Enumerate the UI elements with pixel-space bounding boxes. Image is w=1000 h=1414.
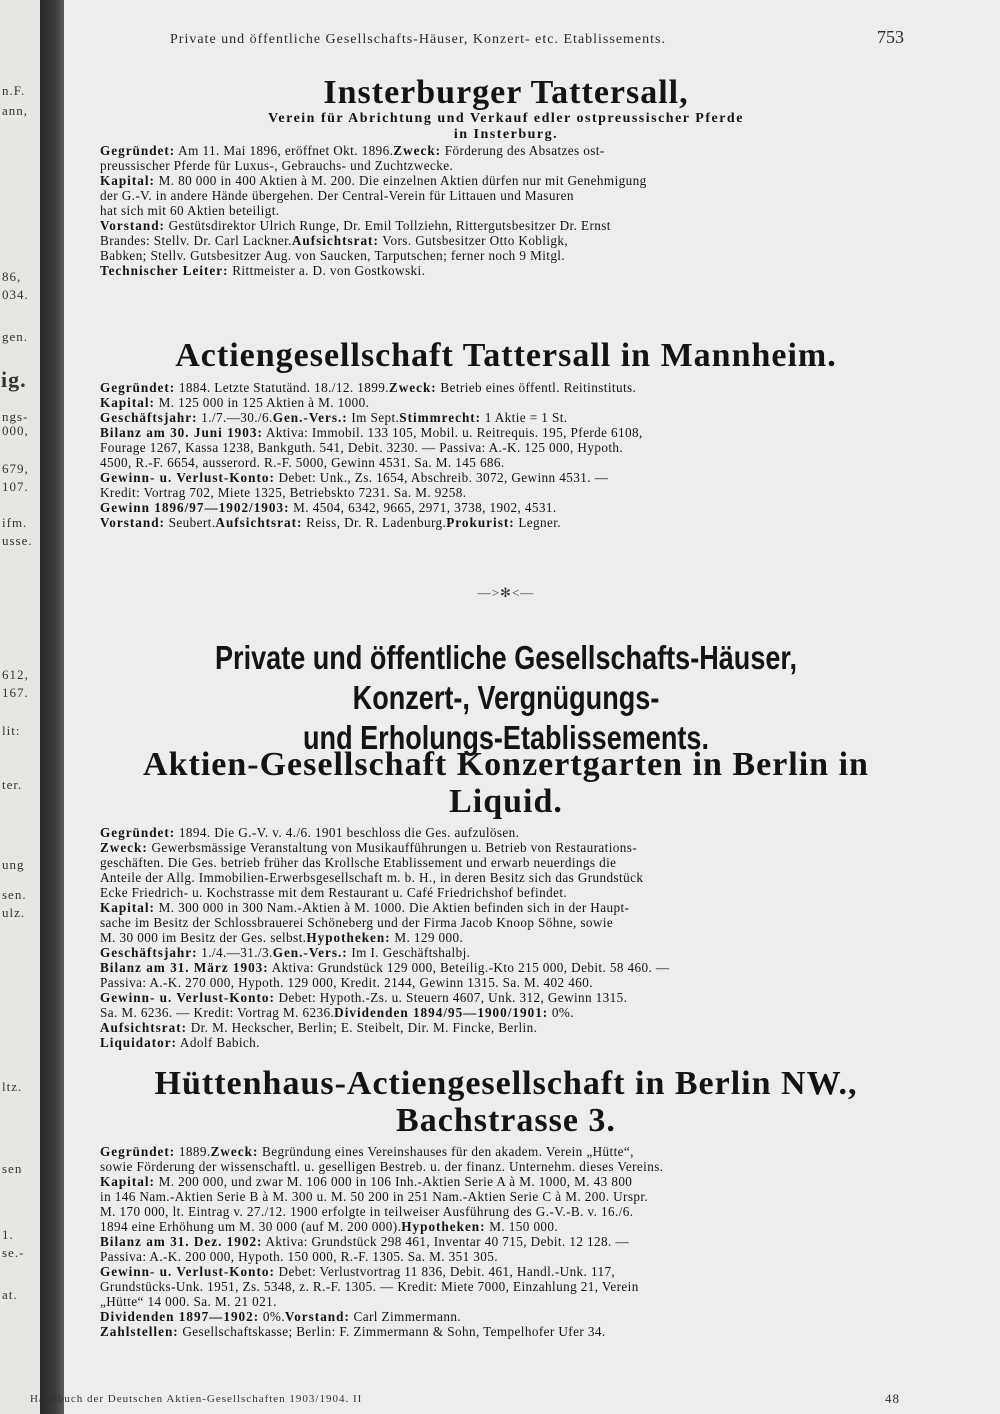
margin-fragment: sen	[2, 1161, 23, 1176]
margin-fragment: 1.	[2, 1227, 14, 1242]
entry-line	[100, 1294, 912, 1309]
field-value: Carl Zimmermann.	[349, 1308, 462, 1324]
entry-line	[100, 1249, 912, 1264]
entry-line	[100, 515, 912, 530]
margin-fragment: ung	[2, 857, 25, 872]
entry-line	[100, 1264, 912, 1279]
field-value: Ecke Friedrich- u. Kochstrasse mit dem Restaurant u. Café Friedrichshof befindet.	[100, 884, 568, 900]
entry-line	[100, 440, 912, 455]
field-label: Aufsichtsrat:	[100, 1019, 187, 1035]
field-value: M. 129 000.	[390, 929, 464, 945]
field-label: Bilanz am 30. Juni 1903:	[100, 425, 263, 441]
field-value: 1884. Letzte Statutänd. 18./12. 1899.	[175, 380, 389, 396]
field-label: Gegründet:	[100, 143, 176, 159]
field-value: Reiss, Dr. R. Ladenburg.	[302, 515, 447, 531]
entry-line	[100, 870, 912, 885]
field-label: Dividenden 1897—1902:	[100, 1308, 260, 1324]
entry-line	[100, 1219, 912, 1234]
field-label: Zweck:	[393, 143, 442, 159]
entry-line	[100, 455, 912, 470]
margin-fragment: sen.	[2, 887, 27, 902]
field-value: Legner.	[514, 515, 562, 531]
chapter-title-line: und Erholungs-Etablissements.	[303, 719, 709, 756]
entry-line	[100, 885, 912, 900]
entry-line	[100, 188, 912, 203]
field-label: Gewinn- u. Verlust-Konto:	[100, 470, 275, 486]
margin-fragment: ulz.	[2, 905, 26, 920]
entry-body	[100, 825, 912, 1050]
field-value: 0%.	[259, 1308, 285, 1324]
entry-line	[100, 915, 912, 930]
field-label: Kapital:	[100, 395, 155, 411]
entry-line	[100, 1144, 912, 1159]
field-label: Aufsichtsrat:	[291, 233, 379, 249]
field-value: 1894. Die G.-V. v. 4./6. 1901 beschloss die Ges. aufzulösen.	[175, 824, 520, 840]
margin-fragment: se.-	[2, 1245, 25, 1260]
entry-line	[100, 470, 912, 485]
entry-line	[100, 1174, 912, 1189]
entry-line	[100, 840, 912, 855]
entry-line	[100, 945, 912, 960]
entry-line	[100, 263, 912, 278]
field-value: 0%.	[548, 1004, 574, 1020]
field-value: preussischer Pferde für Luxus-, Gebrauchs- und Zuchtzwecke.	[100, 158, 454, 174]
field-value: Aktiva: Grundstück 129 000, Beteilig.-Kto 215 000, Debit. 58 460. —	[268, 959, 670, 975]
entry-line	[100, 1189, 912, 1204]
field-value: Aktiva: Grundstück 298 461, Inventar 40 715, Debit. 12 128. —	[262, 1233, 629, 1249]
field-value: Aktiva: Immobil. 133 105, Mobil. u. Reitrequis. 195, Pferde 6108,	[262, 425, 643, 441]
field-label: Hypotheken:	[401, 1218, 486, 1234]
field-value: geschäften. Die Ges. betrieb früher das Krollsche Etablissement und erwarb neuerdings die	[100, 854, 617, 870]
field-label: Gewinn 1896/97—1902/1903:	[100, 500, 290, 516]
field-value: sowie Förderung der wissenschaftl. u. geselligen Bestreb. u. der finanz. Unternehm. dieses Vereins.	[100, 1158, 664, 1174]
field-value: der G.-V. in andere Hände übergehen. Der Central-Verein für Littauen und Masuren	[100, 188, 574, 204]
field-value: sache im Besitz der Schlossbrauerei Schöneberg und der Firma Jacob Knoop Söhne, sowie	[100, 914, 614, 930]
field-label: Gen.-Vers.:	[272, 944, 348, 960]
entry-line	[100, 425, 912, 440]
entry-line	[100, 855, 912, 870]
entry-body	[100, 1144, 912, 1339]
page-content	[100, 0, 912, 1414]
margin-fragment: 679,	[2, 461, 29, 476]
entry-line	[100, 395, 912, 410]
company-subtitle: Verein für Abrichtung und Verkauf edler ostpreussischer Pferde	[268, 111, 744, 127]
field-value: Dr. M. Heckscher, Berlin; E. Steibelt, Dir. M. Fincke, Berlin.	[187, 1019, 538, 1035]
margin-fragment: lit:	[2, 723, 21, 738]
entry-line	[100, 1324, 912, 1339]
field-value: Betrieb eines öffentl. Reitinstituts.	[436, 380, 637, 396]
entry-line	[100, 248, 912, 263]
field-value: 4500, R.-F. 6654, ausserord. R.-F. 5000, Gewinn 4531. Sa. M. 145 686.	[100, 455, 505, 471]
field-value: 1894 eine Erhöhung um M. 30 000 (auf M. 200 000).	[100, 1218, 402, 1234]
margin-fragment: gen.	[2, 329, 29, 344]
running-header	[170, 27, 912, 48]
field-value: Brandes: Stellv. Dr. Carl Lackner.	[100, 233, 292, 249]
company-title: Actiengesellschaft Tattersall in Mannheim.	[175, 337, 837, 374]
field-label: Prokurist:	[446, 515, 515, 531]
field-value: Fourage 1267, Kassa 1238, Bankguth. 541, Debit. 3230. — Passiva: A.-K. 125 000, Hypoth.	[100, 440, 624, 456]
field-label: Kapital:	[100, 1173, 155, 1189]
entry-line	[100, 158, 912, 173]
field-value: Vors. Gutsbesitzer Otto Kobligk,	[378, 233, 569, 249]
entry-line	[100, 233, 912, 248]
field-value: M. 125 000 in 125 Aktien à M. 1000.	[154, 395, 370, 411]
margin-fragment: at.	[2, 1287, 18, 1302]
page-number: 753	[877, 27, 904, 47]
margin-fragment: 167.	[2, 685, 29, 700]
company-subtitle: in Insterburg.	[453, 127, 559, 143]
entry-line	[100, 1204, 912, 1219]
entry-line	[100, 485, 912, 500]
field-value: Babken; Stellv. Gutsbesitzer Aug. von Saucken, Tarputschen; ferner noch 9 Mitgl.	[100, 248, 566, 264]
field-label: Bilanz am 31. März 1903:	[100, 959, 269, 975]
running-title: Private und öffentliche Gesellschafts-Häuser, Konzert- etc. Etablissements.	[170, 32, 666, 47]
chapter-title-line: Private und öffentliche Gesellschafts-Häuser, Konzert-, Vergnügungs-	[215, 639, 797, 716]
field-label: Gegründet:	[100, 1143, 176, 1159]
footer-text: Handbuch der Deutschen Aktien-Gesellschaften 1903/1904. II	[30, 1393, 363, 1405]
entry-line	[100, 218, 912, 233]
field-value: hat sich mit 60 Aktien beteiligt.	[100, 203, 280, 219]
margin-fragment: 612,	[2, 667, 29, 682]
field-value: M. 150 000.	[485, 1218, 559, 1234]
margin-fragment: 107.	[2, 479, 29, 494]
margin-fragment: n.F.	[2, 83, 26, 98]
field-label: Vorstand:	[100, 218, 165, 234]
field-value: Passiva: A.-K. 200 000, Hypoth. 150 000, R.-F. 1305. Sa. M. 351 305.	[100, 1248, 498, 1264]
field-value: Anteile der Allg. Immobilien-Erwerbsgesellschaft m. b. H., in deren Besitz sich das Grundstück	[100, 869, 644, 885]
entry-line	[100, 203, 912, 218]
entry-line	[100, 960, 912, 975]
entry-body	[100, 143, 912, 278]
field-label: Stimmrecht:	[399, 410, 482, 426]
field-value: „Hütte“ 14 000. Sa. M. 21 021.	[100, 1293, 277, 1309]
field-value: Adolf Babich.	[176, 1034, 260, 1050]
field-value: Rittmeister a. D. von Gostkowski.	[228, 263, 426, 279]
entry-line	[100, 410, 912, 425]
margin-fragment: usse.	[2, 533, 33, 548]
field-label: Liquidator:	[100, 1034, 177, 1050]
entry-mannheim	[100, 337, 912, 530]
field-label: Gen.-Vers.:	[272, 410, 348, 426]
field-value: Debet: Verlustvortrag 11 836, Debit. 461, Handl.-Unk. 117,	[274, 1263, 616, 1279]
field-label: Geschäftsjahr:	[100, 944, 198, 960]
entry-line	[100, 930, 912, 945]
entry-line	[100, 900, 912, 915]
entry-line	[100, 1279, 912, 1294]
signature-mark: 48	[885, 1391, 900, 1406]
field-label: Gegründet:	[100, 380, 176, 396]
field-value: M. 30 000 im Besitz der Ges. selbst.	[100, 929, 307, 945]
entry-konzertgarten	[100, 746, 912, 1050]
margin-fragment: ann,	[2, 103, 29, 118]
margin-fragment: ltz.	[2, 1079, 23, 1094]
field-value: M. 300 000 in 300 Nam.-Aktien à M. 1000. Die Aktien befinden sich in der Haupt-	[154, 899, 630, 915]
company-title: Aktien-Gesellschaft Konzertgarten in Berlin in Liquid.	[143, 746, 869, 821]
margin-fragment: ig.	[1, 367, 27, 392]
field-value: 1889.	[175, 1143, 211, 1159]
entry-line	[100, 990, 912, 1005]
field-value: Seubert.	[164, 515, 216, 531]
entry-line	[100, 500, 912, 515]
field-value: Im I. Geschäftshalbj.	[347, 944, 471, 960]
field-value: M. 80 000 in 400 Aktien à M. 200. Die einzelnen Aktien dürfen nur mit Genehmigung	[154, 173, 647, 189]
entry-line	[100, 1159, 912, 1174]
page-footer	[30, 1393, 900, 1405]
margin-fragment: ngs-	[2, 409, 29, 424]
field-value: Sa. M. 6236. — Kredit: Vortrag M. 6236.	[100, 1004, 335, 1020]
field-value: M. 170 000, lt. Eintrag v. 27./12. 1900 erfolgte in teilweiser Ausführung des G.-V.-B. v. 16./6.	[100, 1203, 634, 1219]
entry-huettenhaus	[100, 1065, 912, 1339]
entry-line	[100, 825, 912, 840]
field-value: Debet: Hypoth.-Zs. u. Steuern 4607, Unk. 312, Gewinn 1315.	[274, 989, 628, 1005]
margin-fragment: ifm.	[2, 515, 28, 530]
margin-fragment: 034.	[2, 287, 29, 302]
field-value: Gestütsdirektor Ulrich Runge, Dr. Emil Tollziehn, Rittergutsbesitzer Dr. Ernst	[164, 218, 611, 234]
field-label: Geschäftsjahr:	[100, 410, 198, 426]
entry-line	[100, 1020, 912, 1035]
field-value: Debet: Unk., Zs. 1654, Abschreib. 3072, Gewinn 4531. —	[274, 470, 609, 486]
section-divider: —>✻<—	[477, 585, 535, 600]
field-label: Hypotheken:	[306, 929, 391, 945]
field-value: Förderung des Absatzes ost-	[441, 143, 605, 159]
field-value: Passiva: A.-K. 270 000, Hypoth. 129 000, Kredit. 2144, Gewinn 1315. Sa. M. 402 460.	[100, 974, 593, 990]
entry-insterburg	[100, 74, 912, 278]
entry-line	[100, 1234, 912, 1249]
field-value: 1 Aktie = 1 St.	[481, 410, 568, 426]
company-title: Insterburger Tattersall,	[323, 74, 689, 111]
field-value: Gewerbsmässige Veranstaltung von Musikaufführungen u. Betrieb von Restaurations-	[147, 839, 638, 855]
margin-fragment: 86,	[2, 269, 22, 284]
chapter-heading	[100, 638, 912, 758]
entry-line	[100, 380, 912, 395]
book-gutter	[40, 0, 64, 1414]
entry-line	[100, 173, 912, 188]
entry-line	[100, 143, 912, 158]
field-label: Bilanz am 31. Dez. 1902:	[100, 1233, 263, 1249]
field-label: Zweck:	[388, 380, 437, 396]
field-label: Vorstand:	[284, 1308, 350, 1324]
field-value: Grundstücks-Unk. 1951, Zs. 5348, z. R.-F. 1305. — Kredit: Miete 7000, Einzahlung 21, Verein	[100, 1278, 639, 1294]
field-label: Gewinn- u. Verlust-Konto:	[100, 989, 275, 1005]
field-value: Kredit: Vortrag 702, Miete 1325, Betriebskto 7231. Sa. M. 9258.	[100, 485, 467, 501]
field-label: Dividenden 1894/95—1900/1901:	[334, 1004, 549, 1020]
field-value: M. 200 000, und zwar M. 106 000 in 106 Inh.-Aktien Serie A à M. 1000, M. 43 800	[154, 1173, 633, 1189]
field-value: 1./4.—31./3.	[197, 944, 273, 960]
field-value: 1./7.—30./6.	[197, 410, 273, 426]
field-label: Kapital:	[100, 899, 155, 915]
margin-fragment: 000,	[2, 423, 29, 438]
field-label: Technischer Leiter:	[100, 263, 229, 279]
entry-line	[100, 975, 912, 990]
facing-page-margin	[0, 0, 40, 1414]
entry-line	[100, 1309, 912, 1324]
field-value: Am 11. Mai 1896, eröffnet Okt. 1896.	[175, 143, 394, 159]
margin-fragment: ter.	[2, 777, 23, 792]
field-label: Kapital:	[100, 173, 155, 189]
entry-body	[100, 380, 912, 530]
field-label: Zweck:	[210, 1143, 259, 1159]
field-label: Gegründet:	[100, 824, 176, 840]
field-value: Gesellschaftskasse; Berlin: F. Zimmermann & Sohn, Tempelhofer Ufer 34.	[178, 1323, 606, 1339]
field-value: in 146 Nam.-Aktien Serie B à M. 300 u. M. 50 200 in 251 Nam.-Aktien Serie C à M. 200. Urspr.	[100, 1188, 649, 1204]
field-label: Aufsichtsrat:	[215, 515, 303, 531]
field-label: Gewinn- u. Verlust-Konto:	[100, 1263, 275, 1279]
entry-line	[100, 1005, 912, 1020]
field-value: Begründung eines Vereinshauses für den akadem. Verein „Hütte“,	[258, 1143, 634, 1159]
field-label: Zahlstellen:	[100, 1323, 179, 1339]
field-label: Vorstand:	[100, 515, 165, 531]
field-label: Zweck:	[100, 839, 148, 855]
company-title: Hüttenhaus-Actiengesellschaft in Berlin NW., Bachstrasse 3.	[154, 1065, 858, 1140]
field-value: M. 4504, 6342, 9665, 2971, 3738, 1902, 4531.	[289, 500, 557, 516]
entry-line	[100, 1035, 912, 1050]
field-value: Im Sept.	[347, 410, 400, 426]
